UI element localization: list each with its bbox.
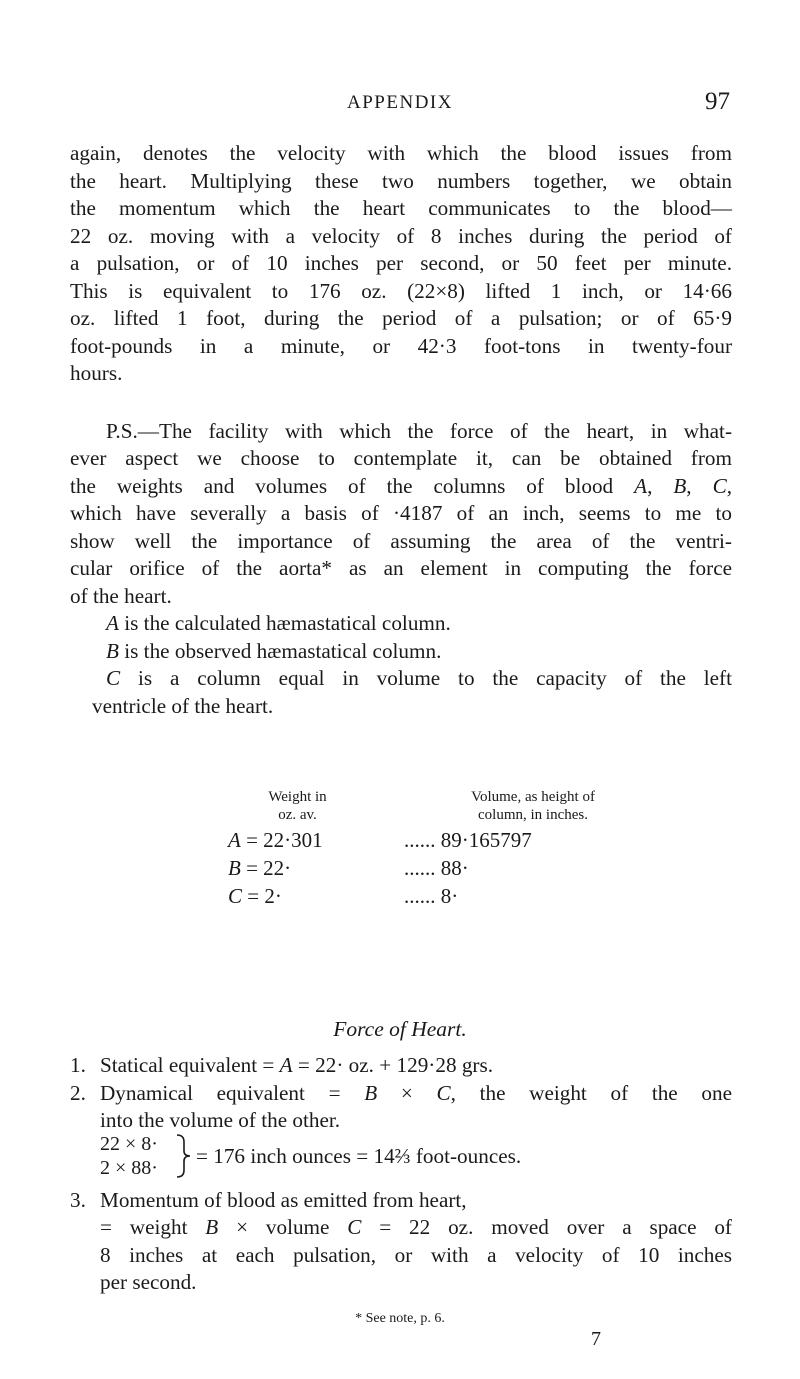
paragraph-postscript [70, 418, 732, 611]
table-header-weight: Weight in oz. av. [268, 789, 327, 823]
list-item: 1. Statical equivalent = A = 22· oz. + 129·28 grs. [70, 1053, 494, 1077]
brace-icon [174, 1133, 192, 1179]
text-line: show well the importance of assuming the area of the ventri- [70, 528, 732, 553]
list-item: 3. Momentum of blood as emitted from heart, = weight B × volume C = 22 oz. moved over a space of 8 inches at each pulsation, or with a velocity of 10 inches per second. [70, 1187, 732, 1294]
paragraph-momentum [70, 140, 732, 388]
text-line: which have severally a basis of ·4187 of an inch, seems to me to [70, 501, 732, 525]
symbol-a: A [634, 473, 648, 498]
main-text [70, 140, 732, 720]
text-line: oz. lifted 1 foot, during the period of a pulsation; or of 65·9 [70, 306, 732, 330]
definitions [70, 610, 732, 720]
text-line: of the heart. [70, 583, 172, 608]
text-line: the momentum which the heart communicates to the blood— [70, 196, 732, 220]
text-line: This is equivalent to 176 oz. (22×8) lifted 1 inch, or 14·66 [70, 278, 732, 303]
text-line: cular orifice of the aorta* as an element in computing the force [70, 556, 732, 580]
text-line: the weights and volumes of the columns of blood A, B, C, [70, 473, 732, 498]
equation: 22 × 8· 2 × 88· = 176 inch ounces = 14⅔ foot-ounces. [100, 1132, 522, 1179]
definition-a: A is the calculated hæmastatical column. [106, 611, 451, 635]
symbol-c: C [712, 473, 727, 498]
definition-b: B is the observed hæmastatical column. [106, 638, 442, 663]
text-line: the heart. Multiplying these two numbers together, we obtain [70, 168, 732, 193]
footnote: * See note, p. 6. [355, 1311, 445, 1326]
force-list [70, 1052, 732, 1297]
definition-c-cont: ventricle of the heart. [92, 693, 274, 718]
signature-mark: 7 [591, 1328, 601, 1350]
book-page: APPENDIX 97 again, denotes the velocity with which the blood issues from the heart. Multiplying these two numbers together, we obtain the momentum which the heart communicates to the blood— 22 oz. moving with a velocity of 8 inches during the period of a pulsation, or of 10 inches per second, or 50 feet per minute. This is equivalent to 176 oz. (22×8) lifted 1 inch, or 14·66 oz. lifted 1 foot, during the period of a pulsation; or of 65·9 foot-pounds in a minute, or 42·3 foot-tons in twenty-four hours. P.S.—The facility with which the force of the heart, in what- ever aspect we choose to contemplate it, can be obtained from the weights and volumes of the columns of blood A, B, C, which have severally a basis of ·4187 of an inch, seems to me to show well the importance of assuming the area of the ventri- cular orifice of the aorta* as an element in computing the force of the heart. A is the calculated hæmastatical column. B is the observed hæmastatical column. C is a column equal in volume to the capacity of the left ventricle of the heart. Weight in oz. av. Volume, as height of column, in inches. A = 22·301 ...... 89·165797 B = 22· ...... 88· C = 2· ...... 8· Force of Heart. 1. Statical equivalent = A = 22· oz. + 129·28 grs. 2. Dynamical equivalent = B × C, the weight of the one into the volume of the other. 22 × 8· 2 × 88· = 176 inch ounces = 14⅔ foot-ounces. 3. Momentum of blood as emitted from heart, = weight B × volume C = 22 oz. moved over a space of 8 inches at each pulsation, or with a velocity of 10 inches per second. * See note, p. 6. 7 [70, 88, 732, 1350]
symbol-b: B [673, 473, 687, 498]
page-number: 97 [705, 88, 730, 115]
text-line: 22 oz. moving with a velocity of 8 inches during the period of [70, 223, 732, 248]
text-line: hours. [70, 361, 123, 385]
table-header-volume: Volume, as height of column, in inches. [471, 789, 595, 823]
text-line: foot-pounds in a minute, or 42·3 foot-tons in twenty-four [70, 333, 732, 358]
definition-c: C is a column equal in volume to the capacity of the left [106, 666, 732, 690]
list-item: 2. Dynamical equivalent = B × C, the weight of the one into the volume of the other. 22 × 8· 2 × 88· = 176 inch ounces = 14⅔ foot-ounces. [70, 1080, 732, 1187]
text-line: again, denotes the velocity with which the blood issues from [70, 141, 732, 165]
text-line: P.S.—The facility with which the force of the heart, in what- [106, 418, 732, 443]
text-line: ever aspect we choose to contemplate it, can be obtained from [70, 446, 732, 470]
section-title: Force of Heart. [333, 1017, 467, 1041]
page-header [70, 88, 730, 120]
running-head: APPENDIX [347, 92, 453, 113]
text-line: a pulsation, or of 10 inches per second, or 50 feet per minute. [70, 251, 732, 275]
